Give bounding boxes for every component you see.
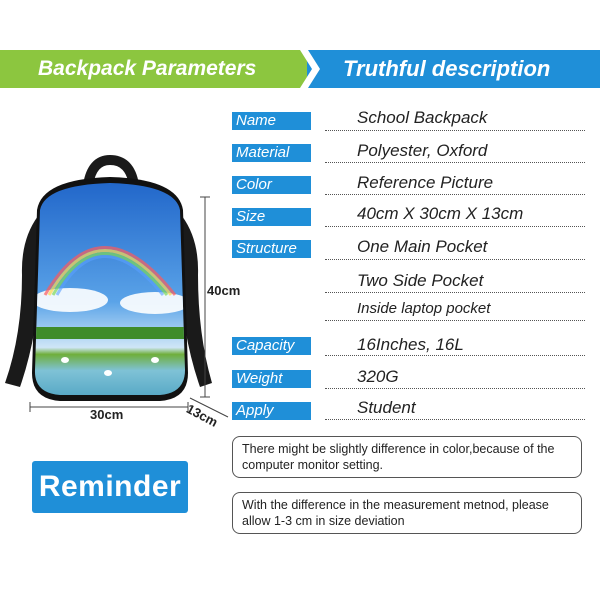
height-dimension: 40cm: [207, 283, 241, 298]
divider: [325, 355, 585, 356]
spec-value-material: Polyester, Oxford: [357, 141, 488, 160]
backpack-image: [0, 155, 232, 425]
spec-value-size: 40cm X 30cm X 13cm: [357, 204, 524, 223]
spec-label-color: Color: [232, 176, 311, 194]
width-dimension: 30cm: [90, 407, 124, 422]
spec-value-structure: One Main Pocket: [357, 237, 488, 256]
divider: [325, 130, 585, 131]
spec-value-color: Reference Picture: [357, 173, 494, 192]
spec-label-capacity: Capacity: [232, 337, 311, 355]
spec-value-name: School Backpack: [357, 108, 488, 127]
divider: [325, 162, 585, 163]
divider: [325, 226, 585, 227]
spec-label-name: Name: [232, 112, 311, 130]
spec-value-weight: 320G: [357, 367, 399, 386]
color-difference-note: There might be slightly difference in color,because of the computer monitor setting.: [232, 436, 582, 478]
divider: [325, 259, 585, 260]
spec-label-material: Material: [232, 144, 311, 162]
size-deviation-note: With the difference in the measurement metnod, please allow 1-3 cm in size deviation: [232, 492, 582, 534]
spec-label-weight: Weight: [232, 370, 311, 388]
divider: [325, 320, 585, 321]
reminder-badge: Reminder: [32, 461, 188, 513]
backpack-parameters-title: Backpack Parameters: [38, 57, 257, 80]
depth-dimension: 13cm: [183, 401, 221, 430]
spec-value-structure-extra-1: Two Side Pocket: [357, 271, 484, 290]
truthful-description-title: Truthful description: [343, 56, 551, 81]
spec-label-apply: Apply: [232, 402, 311, 420]
spec-value-apply: Student: [357, 398, 416, 417]
spec-label-size: Size: [232, 208, 311, 226]
spec-value-capacity: 16Inches, 16L: [357, 335, 464, 354]
banner-divider-icon: [300, 50, 326, 88]
divider: [325, 419, 585, 420]
divider: [325, 194, 585, 195]
divider: [325, 292, 585, 293]
spec-value-structure-extra-2: Inside laptop pocket: [357, 300, 491, 317]
spec-label-structure: Structure: [232, 240, 311, 258]
divider: [325, 388, 585, 389]
